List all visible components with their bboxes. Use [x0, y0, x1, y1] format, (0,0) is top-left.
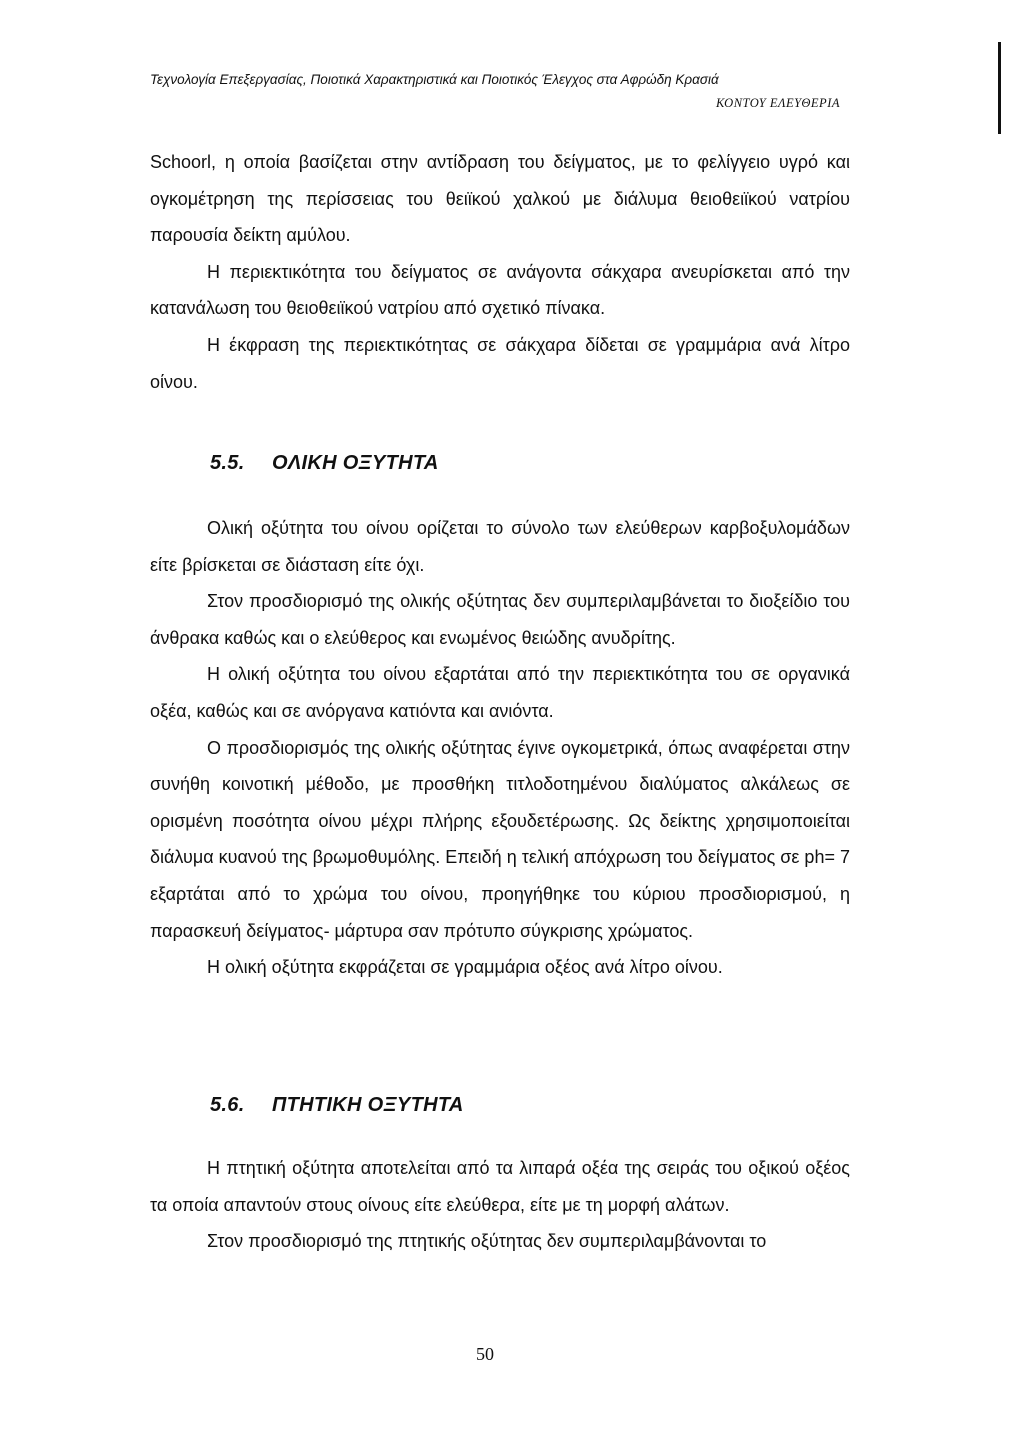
paragraph: Στον προσδιορισμό της ολικής οξύτητας δεν συμπεριλαμβάνεται το διοξείδιο του άνθρακα καθώς και ο ελεύθερος και ενωμένος θειώδης ανυδρίτης.: [150, 591, 850, 648]
section-title: ΠΤΗΤΙΚΗ ΟΞΥΤΗΤΑ: [272, 1094, 464, 1116]
paragraph: Schoorl, η οποία βασίζεται στην αντίδραση του δείγματος, με το φελίγγειο υγρό και ογκομέτρηση της περίσσειας του θειϊκού χαλκού με διάλυμα θειοθειϊκού νατρίου παρουσία δείκτη αμύλου.: [150, 152, 850, 246]
running-header-title: Τεχνολογία Επεξεργασίας, Ποιοτικά Χαρακτηριστικά και Ποιοτικός Έλεγχος στα Αφρώδη Κρασιά: [150, 72, 719, 87]
intro-text-block: [150, 144, 850, 400]
volatile-acidity-text-block: [150, 1150, 850, 1260]
paragraph: Ο προσδιορισμός της ολικής οξύτητας έγινε ογκομετρικά, όπως αναφέρεται στην συνήθη κοινοτική μέθοδο, με προσθήκη τιτλοδοτημένου διαλύματος αλκάλεως σε ορισμένη ποσότητα οίνου μέχρι πλήρης εξουδετέρωσης. Ως δείκτης χρησιμοποιείται διάλυμα κυανού της βρωμοθυμόλης. Επειδή η τελική απόχρωση του δείγματος σε ph= 7 εξαρτάται από το χρώμα του οίνου, προηγήθηκε του κύριου προσδιορισμού, η παρασκευή δείγματος- μάρτυρα σαν πρότυπο σύγκρισης χρώματος.: [150, 737, 850, 941]
paragraph: Ολική οξύτητα του οίνου ορίζεται το σύνολο των ελεύθερων καρβοξυλομάδων είτε βρίσκεται σε διάσταση είτε όχι.: [150, 518, 850, 575]
paragraph: Στον προσδιορισμό της πτητικής οξύτητας δεν συμπεριλαμβάνονται το: [207, 1231, 767, 1252]
section-heading-total-acidity: [210, 452, 439, 475]
paragraph: Η ολική οξύτητα του οίνου εξαρτάται από την περιεκτικότητα του σε οργανικά οξέα, καθώς και σε ανόργανα κατιόντα και ανιόντα.: [150, 664, 850, 721]
scan-edge-line: [998, 42, 1001, 134]
paragraph: Η περιεκτικότητα του δείγματος σε ανάγοντα σάκχαρα ανευρίσκεται από την κατανάλωση του θειοθειϊκού νατρίου από σχετικό πίνακα.: [150, 261, 850, 319]
total-acidity-text-block: [150, 510, 850, 986]
paragraph: Η έκφραση της περιεκτικότητας σε σάκχαρα δίδεται σε γραμμάρια ανά λίτρο οίνου.: [150, 334, 850, 392]
paragraph: Η ολική οξύτητα εκφράζεται σε γραμμάρια οξέος ανά λίτρο οίνου.: [207, 957, 723, 978]
section-number: 5.6.: [210, 1094, 245, 1116]
section-title: ΟΛΙΚΗ ΟΞΥΤΗΤΑ: [272, 452, 439, 474]
paragraph: Η πτητική οξύτητα αποτελείται από τα λιπαρά οξέα της σειράς του οξικού οξέος τα οποία απαντούν στους οίνους είτε ελεύθερα, είτε με τη μορφή αλάτων.: [150, 1158, 850, 1215]
section-number: 5.5.: [210, 452, 245, 474]
section-heading-volatile-acidity: [210, 1094, 464, 1117]
page-number: 50: [476, 1344, 494, 1364]
running-header-author: ΚΟΝΤΟΥ ΕΛΕΥΘΕΡΙΑ: [716, 96, 840, 110]
